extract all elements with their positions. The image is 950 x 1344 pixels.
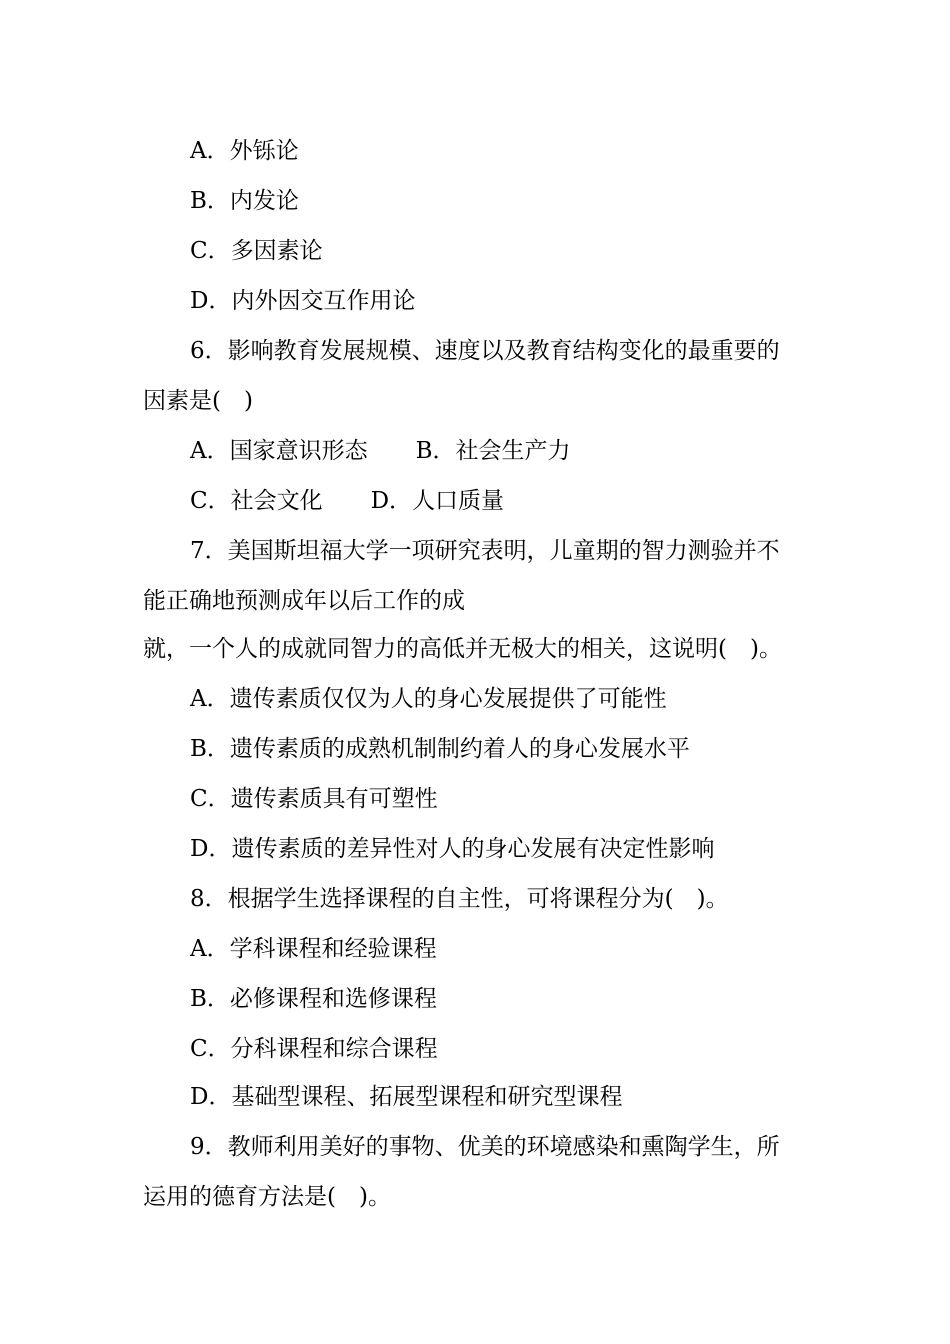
q8-stem: 8．根据学生选择课程的自主性，可将课程分为( )。	[190, 886, 729, 912]
q6-stem-line-2: 因素是( )	[143, 388, 253, 414]
q6-option-d: D．人口质量	[370, 488, 505, 514]
q6-option-a: A．国家意识形态	[190, 438, 368, 464]
q5-option-a: A．外铄论	[190, 138, 299, 164]
q5-option-d: D．内外因交互作用论	[190, 288, 416, 314]
q8-option-d: D．基础型课程、拓展型课程和研究型课程	[190, 1084, 623, 1110]
q6-stem-line-1: 6．影响教育发展规模、速度以及教育结构变化的最重要的	[190, 338, 780, 364]
q5-option-c: C．多因素论	[190, 238, 323, 264]
q8-option-b: B．必修课程和选修课程	[190, 986, 437, 1012]
q5-option-b: B．内发论	[190, 188, 299, 214]
q6-options-row-1	[190, 436, 571, 466]
q7-option-c: C．遗传素质具有可塑性	[190, 786, 438, 812]
q7-option-b: B．遗传素质的成熟机制制约着人的身心发展水平	[190, 736, 690, 762]
q7-option-d: D．遗传素质的差异性对人的身心发展有决定性影响	[190, 836, 715, 862]
q6-option-c: C．社会文化	[190, 488, 323, 514]
q7-stem-line-3: 就，一个人的成就同智力的高低并无极大的相关，这说明( )。	[143, 636, 782, 662]
q6-options-row-2	[190, 486, 504, 516]
q7-option-a: A．遗传素质仅仅为人的身心发展提供了可能性	[190, 686, 667, 712]
q7-stem-line-1: 7．美国斯坦福大学一项研究表明，儿童期的智力测验并不	[190, 538, 780, 564]
q6-option-b: B．社会生产力	[415, 438, 571, 464]
q7-stem-line-2: 能正确地预测成年以后工作的成	[143, 588, 465, 614]
q9-stem-line-2: 运用的德育方法是( )。	[143, 1184, 391, 1210]
q8-option-c: C．分科课程和综合课程	[190, 1036, 438, 1062]
q8-option-a: A．学科课程和经验课程	[190, 936, 437, 962]
q9-stem-line-1: 9．教师利用美好的事物、优美的环境感染和熏陶学生，所	[190, 1134, 780, 1160]
